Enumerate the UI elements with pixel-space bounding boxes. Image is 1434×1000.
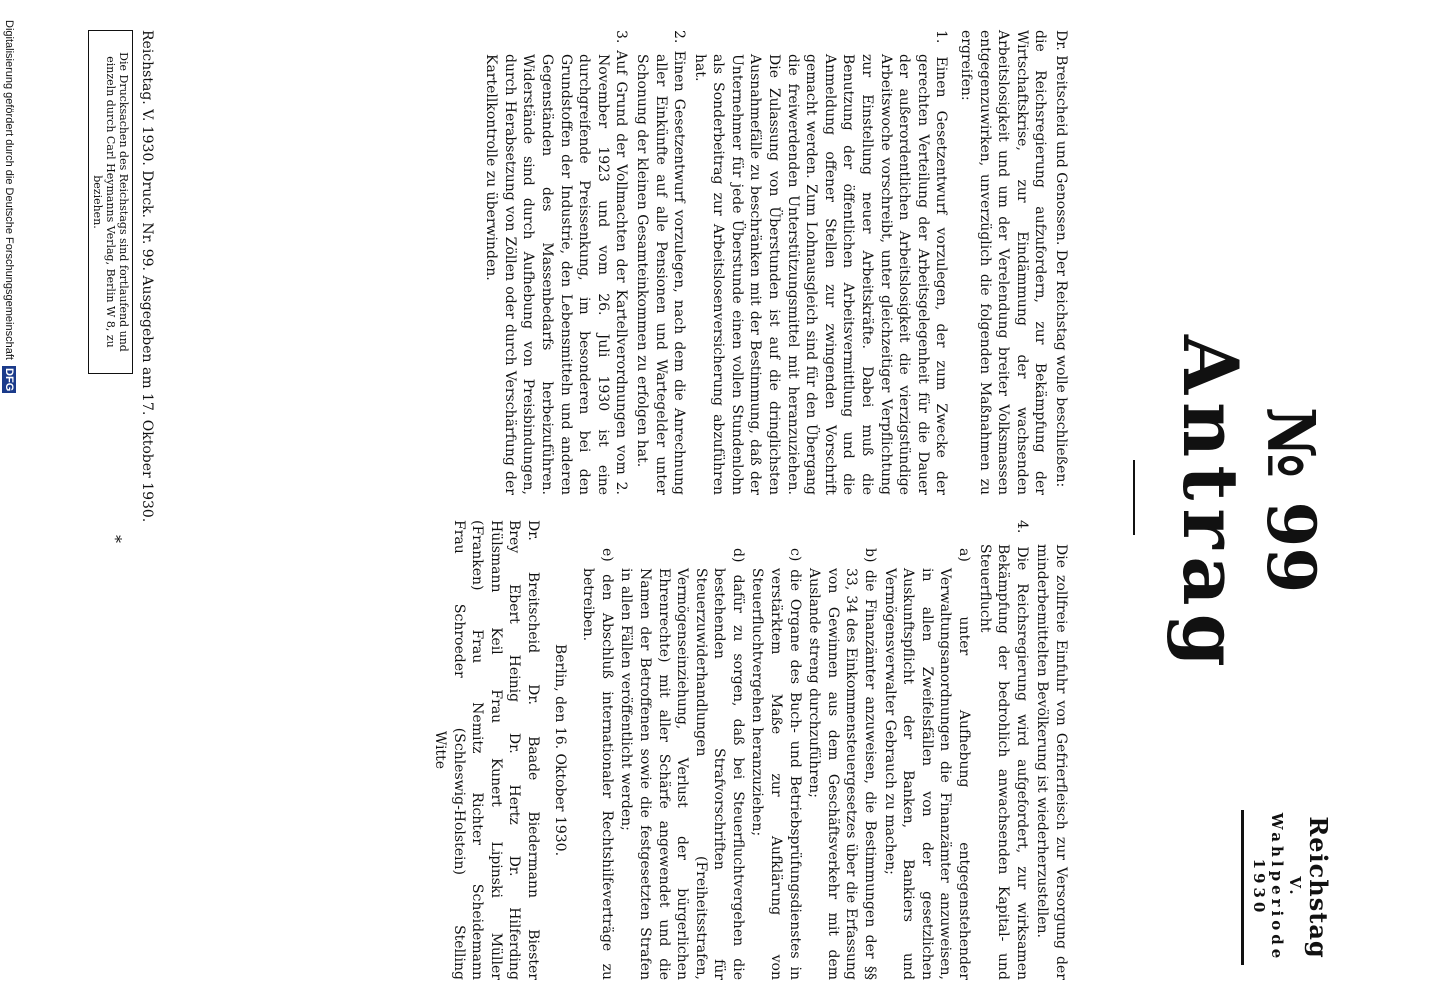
item-number: 4. (1013, 520, 1030, 534)
list-item-4 (975, 520, 1031, 980)
sub-text: den Abschluß internationaler Rechtshilfeverträge zu betreiben. (580, 568, 615, 980)
footer-star: * (106, 535, 125, 543)
header-rule (1241, 810, 1244, 965)
document-title: Antrag (1166, 335, 1255, 675)
left-column (480, 30, 1070, 495)
list-item-3 (482, 30, 631, 495)
dfg-logo: DFG (3, 368, 15, 392)
item-text: Einen Gesetzentwurf vorzulegen, nach dem die Anrechnung aller Einkünfte auf alle Pensionen und Wartegelder unter Schonung der kleinen Gesamteinkommen zu erfolgen hat. (633, 50, 688, 495)
side-credit (2, 20, 16, 990)
document-number: № 99 (1252, 406, 1330, 594)
sub-label: d) (729, 548, 746, 563)
place-date: Berlin, den 16. Oktober 1930. (551, 643, 568, 857)
continued-text: Die zollfreie Einfuhr von Gefrierfleisch zur Versorgung der minderbemittelten Bevölkerung ist wiederherzustellen. (1034, 544, 1069, 980)
header-year: 1930 (1250, 858, 1268, 917)
header-block (1241, 810, 1333, 965)
list-item-1 (690, 30, 950, 495)
intro-text: Dr. Breitscheid und Genossen. Der Reichstag wolle beschließen: (1053, 30, 1069, 488)
signatory-line: Frau Schroeder (Schleswig-Holstein) Stelling (450, 520, 467, 980)
signatory-line: Hülsmann Keil Frau Kunert Lipinski Müller (487, 520, 504, 980)
sub-label: c) (786, 548, 803, 562)
sub-item-b (805, 520, 879, 980)
sub-text: unter Aufhebung entgegenstehender Verwaltungsanordnungen die Finanzämter anzuweisen, in allen Zweifelsfällen von der gesetzlichen Auskunftspflicht der Banken, Bankiers und Vermögensverwalter Gebrauch zu machen; (881, 568, 973, 980)
sub-label: e) (598, 548, 615, 562)
signatories-block (430, 520, 542, 980)
signatory-line: (Franken) Frau Nemitz Richter Scheidemann (469, 520, 486, 980)
item-number: 1. (933, 30, 950, 44)
side-credit-strip (2, 20, 16, 990)
sub-item-d (617, 520, 747, 980)
item-number: 2. (671, 30, 688, 44)
item-text: Die Reichsregierung wird aufgefordert, zur wirksamen Bekämpfung der bedrohlich anwachsenden Kapital- und Steuerflucht (976, 544, 1030, 981)
sub-label: a) (956, 548, 973, 562)
sub-text: dafür zu sorgen, daß bei Steuerfluchtvergehen die bestehenden Strafvorschriften für Steuerzuwiderhandlungen (Freiheitsstrafen, Vermögenseinziehung, Verlust der bürgerlichen Ehrenrechte) mit aller Schärfe angewendet und die Namen der Betroffenen sowie die festgesetzten Strafen in allen Fällen veröffentlicht werden; (618, 568, 746, 980)
signatory-line: Brey Ebert Heinig Dr. Hertz Dr. Hilferding (506, 520, 523, 980)
right-column (430, 520, 1070, 980)
signatory-line: Dr. Breitscheid Dr. Baade Biedermann Biester (524, 520, 541, 980)
sub-item-e (579, 520, 616, 980)
side-credit-text: Digitalisierung gefördert durch die Deutsche Forschungsgemeinschaft (3, 20, 15, 360)
footer-imprint: Reichstag. V. 1930. Druck. Nr. 99. Ausgegeben am 17. Oktober 1930. (139, 30, 155, 523)
item-text: Einen Gesetzentwurf vorzulegen, der zum Zwecke der gerechten Verteilung der Arbeitsgelegenheit für die Dauer der außerordentlichen Arbeitslosigkeit die vierzigstündige Arbeitswoche vorschreibt, unter gleichzeitiger Verpflichtung zur Einstellung neuer Arbeitskräfte. Dabei muß die Benutzung der öffentlichen Arbeitsvermittlung und die Anmeldung offener Stellen zur zwingenden Vorschrift gemacht werden. Zum Lohnausgleich sind für den Übergang die freiwerdenden Unterstützungsmittel mit heranzuziehen. Die Zulassung von Überstunden ist auf die dringlichsten Ausnahmefälle zu beschränken mit der Bestimmung, daß der Unternehmer für jede Überstunde einen vollen Stundenlohn als Sonderbeitrag zur Arbeitslosenversicherung abzuführen hat. (691, 54, 950, 495)
sub-text: die Organe des Buch- und Betriebsprüfungsdienstes in verstärktem Maße zur Aufklärung von Steuerfluchtvergehen heranzuziehen; (749, 568, 803, 981)
sub-item-c (748, 520, 804, 980)
item-number: 3. (613, 30, 630, 44)
item-text: Auf Grund der Vollmachten der Kartellverordnungen vom 2. November 1923 und vom 26. Juli 1930 ist eine durchgreifende Preissenkung, im besonderen bei den Grundstoffen der Industrie, den Lebensmitteln und anderen Gegenständen des Massenbedarfs herbeizuführen. Widerstände sind durch Aufhebung von Preisbindungen, durch Herabsetzung von Zöllen oder durch Verschärfung der Kartellkontrolle zu überwinden. (483, 50, 630, 495)
title-rule (1133, 460, 1135, 535)
rotated-document-page (91, 30, 1355, 981)
sub-label: b) (862, 548, 879, 563)
preamble-text: die Reichsregierung aufzufordern, zur Bekämpfung der Wirtschaftskrise, zur Eindämmung der wachsenden Arbeitslosigkeit und um der Verelendung breiter Volksmassen entgegenzuwirken, unverzüglich die folgenden Maßnahmen zu ergreifen: (958, 30, 1049, 495)
list-item-2 (632, 30, 688, 495)
header-house: Reichstag (1304, 816, 1333, 959)
sub-text: die Finanzämter anzuweisen, die Bestimmungen der §§ 33, 34 des Einkommensteuergesetzes über die Erfassung von Gewinnen aus dem Geschäftsverkehr mit dem Auslande streng durchzuführen; (806, 568, 879, 980)
sub-item-a (880, 520, 973, 980)
footer-box-note: Die Drucksachen des Reichstags sind fortlaufend und einzeln durch Carl Heymanns Verlag, Berlin W 8, zu beziehen. (88, 30, 133, 374)
signatory-line: Witte (432, 730, 448, 770)
header-period: V. Wahlperiode (1268, 812, 1304, 963)
